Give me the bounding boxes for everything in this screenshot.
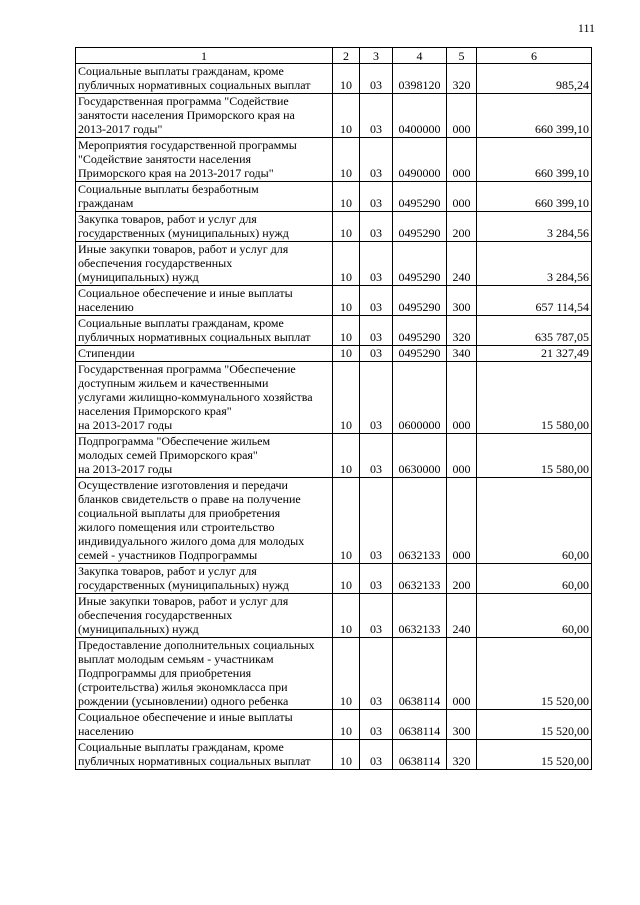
row-name-cell: Социальное обеспечение и иные выплаты населению (76, 710, 333, 740)
table-row (76, 94, 592, 138)
row-amount-cell: 660 399,10 (477, 138, 592, 182)
table-row (76, 182, 592, 212)
row-expense-type-cell: 320 (447, 740, 477, 770)
row-subsection-cell: 03 (360, 362, 393, 434)
table-row (76, 138, 592, 182)
header-cell-1: 1 (76, 48, 333, 64)
row-target-article-cell: 0495290 (393, 316, 447, 346)
table-row (76, 64, 592, 94)
row-section-cell: 10 (333, 64, 360, 94)
row-name-cell: Социальные выплаты безработным гражданам (76, 182, 333, 212)
row-name-cell: Закупка товаров, работ и услуг для государственных (муниципальных) нужд (76, 212, 333, 242)
row-subsection-cell: 03 (360, 564, 393, 594)
row-expense-type-cell: 000 (447, 138, 477, 182)
row-target-article-cell: 0495290 (393, 182, 447, 212)
row-section-cell: 10 (333, 242, 360, 286)
row-expense-type-cell: 320 (447, 64, 477, 94)
row-section-cell: 10 (333, 212, 360, 242)
row-target-article-cell: 0600000 (393, 362, 447, 434)
table-row (76, 434, 592, 478)
row-expense-type-cell: 320 (447, 316, 477, 346)
row-target-article-cell: 0495290 (393, 242, 447, 286)
row-section-cell: 10 (333, 564, 360, 594)
row-subsection-cell: 03 (360, 64, 393, 94)
row-name-cell: Подпрограмма "Обеспечение жильем молодых семей Приморского края" на 2013-2017 годы (76, 434, 333, 478)
header-cell-6: 6 (477, 48, 592, 64)
row-name-cell: Социальные выплаты гражданам, кроме публичных нормативных социальных выплат (76, 316, 333, 346)
row-target-article-cell: 0630000 (393, 434, 447, 478)
row-subsection-cell: 03 (360, 434, 393, 478)
row-subsection-cell: 03 (360, 138, 393, 182)
row-target-article-cell: 0638114 (393, 740, 447, 770)
table-row (76, 478, 592, 564)
row-section-cell: 10 (333, 286, 360, 316)
row-subsection-cell: 03 (360, 710, 393, 740)
row-amount-cell: 60,00 (477, 594, 592, 638)
row-amount-cell: 21 327,49 (477, 346, 592, 362)
row-target-article-cell: 0490000 (393, 138, 447, 182)
row-section-cell: 10 (333, 316, 360, 346)
row-target-article-cell: 0495290 (393, 346, 447, 362)
row-section-cell: 10 (333, 94, 360, 138)
row-expense-type-cell: 240 (447, 242, 477, 286)
row-target-article-cell: 0632133 (393, 478, 447, 564)
row-amount-cell: 635 787,05 (477, 316, 592, 346)
row-section-cell: 10 (333, 434, 360, 478)
budget-table (75, 47, 592, 770)
row-subsection-cell: 03 (360, 94, 393, 138)
row-section-cell: 10 (333, 638, 360, 710)
row-section-cell: 10 (333, 182, 360, 212)
row-amount-cell: 3 284,56 (477, 242, 592, 286)
table-body (76, 48, 592, 770)
row-name-cell: Социальные выплаты гражданам, кроме публичных нормативных социальных выплат (76, 64, 333, 94)
table-row (76, 316, 592, 346)
row-name-cell: Мероприятия государственной программы "Содействие занятости населения Приморского края на 2013-2017 годы" (76, 138, 333, 182)
row-name-cell: Социальное обеспечение и иные выплаты населению (76, 286, 333, 316)
row-target-article-cell: 0638114 (393, 638, 447, 710)
row-expense-type-cell: 000 (447, 638, 477, 710)
table-row (76, 594, 592, 638)
row-section-cell: 10 (333, 346, 360, 362)
row-amount-cell: 15 520,00 (477, 740, 592, 770)
row-expense-type-cell: 200 (447, 564, 477, 594)
row-expense-type-cell: 200 (447, 212, 477, 242)
row-section-cell: 10 (333, 710, 360, 740)
page-number: 111 (577, 21, 595, 35)
table-row (76, 286, 592, 316)
row-expense-type-cell: 000 (447, 362, 477, 434)
row-amount-cell: 657 114,54 (477, 286, 592, 316)
row-amount-cell: 60,00 (477, 478, 592, 564)
row-name-cell: Иные закупки товаров, работ и услуг для обеспечения государственных (муниципальных) нужд (76, 594, 333, 638)
table-row (76, 638, 592, 710)
row-target-article-cell: 0400000 (393, 94, 447, 138)
table-row (76, 564, 592, 594)
header-cell-3: 3 (360, 48, 393, 64)
row-expense-type-cell: 000 (447, 478, 477, 564)
row-amount-cell: 985,24 (477, 64, 592, 94)
row-target-article-cell: 0632133 (393, 564, 447, 594)
row-amount-cell: 15 520,00 (477, 638, 592, 710)
row-subsection-cell: 03 (360, 740, 393, 770)
table-row (76, 346, 592, 362)
row-expense-type-cell: 300 (447, 286, 477, 316)
row-target-article-cell: 0495290 (393, 286, 447, 316)
row-name-cell: Социальные выплаты гражданам, кроме публичных нормативных социальных выплат (76, 740, 333, 770)
row-name-cell: Предоставление дополнительных социальных выплат молодым семьям - участникам Подпрограммы для приобретения (строительства) жилья экономкласса при рождении (усыновлении) одного ребенка (76, 638, 333, 710)
row-subsection-cell: 03 (360, 182, 393, 212)
row-target-article-cell: 0632133 (393, 594, 447, 638)
table-header-row (76, 48, 592, 64)
row-amount-cell: 660 399,10 (477, 94, 592, 138)
row-subsection-cell: 03 (360, 478, 393, 564)
row-section-cell: 10 (333, 362, 360, 434)
row-name-cell: Иные закупки товаров, работ и услуг для обеспечения государственных (муниципальных) нужд (76, 242, 333, 286)
row-target-article-cell: 0495290 (393, 212, 447, 242)
row-amount-cell: 15 580,00 (477, 362, 592, 434)
row-section-cell: 10 (333, 478, 360, 564)
row-section-cell: 10 (333, 740, 360, 770)
row-name-cell: Государственная программа "Обеспечение доступным жильем и качественными услугами жилищно-коммунального хозяйства населения Приморского края" на 2013-2017 годы (76, 362, 333, 434)
row-name-cell: Государственная программа "Содействие занятости населения Приморского края на 2013-2017 годы" (76, 94, 333, 138)
table-row (76, 362, 592, 434)
row-subsection-cell: 03 (360, 346, 393, 362)
row-expense-type-cell: 240 (447, 594, 477, 638)
header-cell-2: 2 (333, 48, 360, 64)
row-section-cell: 10 (333, 594, 360, 638)
row-expense-type-cell: 340 (447, 346, 477, 362)
row-amount-cell: 15 580,00 (477, 434, 592, 478)
row-subsection-cell: 03 (360, 242, 393, 286)
row-subsection-cell: 03 (360, 286, 393, 316)
row-subsection-cell: 03 (360, 212, 393, 242)
row-expense-type-cell: 000 (447, 182, 477, 212)
row-section-cell: 10 (333, 138, 360, 182)
row-name-cell: Стипендии (76, 346, 333, 362)
table-row (76, 242, 592, 286)
header-cell-5: 5 (447, 48, 477, 64)
table-row (76, 740, 592, 770)
header-cell-4: 4 (393, 48, 447, 64)
row-expense-type-cell: 300 (447, 710, 477, 740)
row-subsection-cell: 03 (360, 316, 393, 346)
row-expense-type-cell: 000 (447, 94, 477, 138)
row-amount-cell: 3 284,56 (477, 212, 592, 242)
row-subsection-cell: 03 (360, 594, 393, 638)
row-amount-cell: 15 520,00 (477, 710, 592, 740)
row-subsection-cell: 03 (360, 638, 393, 710)
table-row (76, 212, 592, 242)
row-amount-cell: 660 399,10 (477, 182, 592, 212)
row-expense-type-cell: 000 (447, 434, 477, 478)
row-name-cell: Закупка товаров, работ и услуг для государственных (муниципальных) нужд (76, 564, 333, 594)
row-target-article-cell: 0398120 (393, 64, 447, 94)
table-row (76, 710, 592, 740)
row-amount-cell: 60,00 (477, 564, 592, 594)
row-name-cell: Осуществление изготовления и передачи бланков свидетельств о праве на получение социальной выплаты для приобретения жилого помещения или строительство индивидуального жилого дома для молодых семей - участников Подпрограммы (76, 478, 333, 564)
row-target-article-cell: 0638114 (393, 710, 447, 740)
